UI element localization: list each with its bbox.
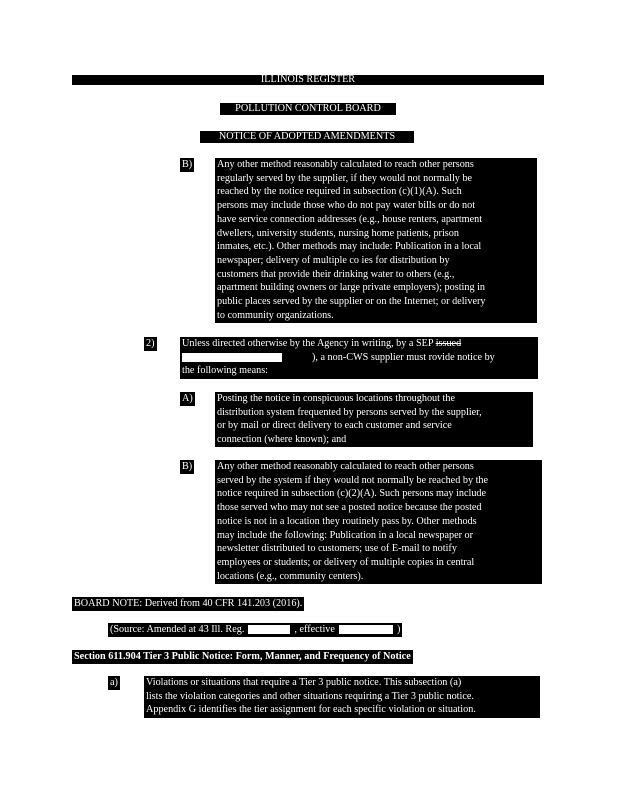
item-2-struck-word: issued <box>435 338 462 349</box>
item-b2-line: may include the following: Publication in a local newspaper or <box>217 529 474 541</box>
item-b1-marker: B) <box>182 159 193 170</box>
item-b1-line: have service connection addresses (e.g., house renters, apartment <box>217 213 483 225</box>
item-a-text <box>144 676 540 718</box>
register-title: ILLINOIS REGISTER <box>260 74 356 85</box>
item-2-line2 <box>182 351 536 365</box>
item-a2-marker: A) <box>182 393 193 404</box>
section-heading: Section 611.904 Tier 3 Public Notice: Form, Manner, and Frequency of Notice <box>74 651 411 662</box>
item-a-marker: a) <box>110 677 118 688</box>
item-b1-line: to community organizations. <box>217 309 334 321</box>
item-b1-line: apartment building owners or large private employers); posting in <box>217 282 486 294</box>
item-a2-text <box>215 392 533 447</box>
item-b2-text <box>215 460 542 584</box>
item-b1-line: dwellers, university students, nursing home patients, prison <box>217 227 459 239</box>
item-a2-line: distribution system frequented by persons served by the supplier, <box>217 406 482 418</box>
item-b2-line: newsletter distributed to customers; use of E-mail to notify <box>217 543 457 555</box>
item-a-line: Violations or situations that require a Tier 3 public notice. This subsection (a) <box>146 677 462 688</box>
board-note: BOARD NOTE: Derived from 40 CFR 141.203 (2016). <box>74 598 303 609</box>
item-b1-text <box>215 158 537 323</box>
item-2-line1 <box>182 337 536 351</box>
item-a2-line: Posting the notice in conspicuous locations throughout the <box>217 393 455 404</box>
source-suffix: ) <box>396 624 401 635</box>
redaction-box <box>339 625 393 634</box>
item-b1-line: customers that provide their drinking water to others (e.g., <box>217 268 455 280</box>
item-2-marker: 2) <box>146 338 155 349</box>
redaction-box <box>248 625 290 634</box>
item-b2-marker: B) <box>182 461 193 472</box>
board-name: POLLUTION CONTROL BOARD <box>220 103 396 115</box>
item-b1-line: inmates, etc.). Other methods may include: Publication in a local <box>217 241 482 253</box>
item-b2-line: notice required in subsection (c)(2)(A). Such persons may include <box>217 488 487 500</box>
item-2-line2-text: ), a non-CWS supplier must rovide notice by <box>312 351 495 363</box>
item-a2-line: connection (where known); and <box>217 434 347 446</box>
notice-title: NOTICE OF ADOPTED AMENDMENTS <box>200 131 414 143</box>
item-2-text <box>180 337 538 379</box>
item-b1-line: reached by the notice required in subsection (c)(1)(A). Such <box>217 186 462 198</box>
item-b2-line: locations (e.g., community centers). <box>217 570 364 582</box>
item-b2-line: those served who may not see a posted notice because the posted <box>217 502 482 514</box>
item-b1-line: persons may include those who do not pay water bills or do not <box>217 200 476 212</box>
source-middle: , effective <box>294 624 335 635</box>
item-2-line1-text: Unless directed otherwise by the Agency in writing, by a SEP <box>182 338 434 349</box>
item-a-line: lists the violation categories and other situations requiring a Tier 3 public notice. <box>146 690 474 702</box>
item-b2-line: notice is not in a location they routinely pass by. Other methods <box>217 515 477 527</box>
item-a-line: Appendix G identifies the tier assignment for each specific violation or situation. <box>146 704 476 716</box>
item-b2-line: Any other method reasonably calculated to reach other persons <box>217 461 474 472</box>
item-b1-line: Any other method reasonably calculated to reach other persons <box>217 159 474 170</box>
item-2-line3: the following means: <box>182 365 269 377</box>
item-a2-line: or by mail or direct delivery to each customer and service <box>217 420 452 432</box>
item-b1-line: newspaper; delivery of multiple co ies for distribution by <box>217 254 450 266</box>
source-prefix: (Source: Amended at 43 Ill. Reg. <box>110 624 245 635</box>
item-b2-line: employees or students; or delivery of multiple copies in central <box>217 556 475 568</box>
source-line <box>108 623 402 637</box>
item-b1-line: public places served by the supplier or on the Internet; or delivery <box>217 296 486 308</box>
item-b2-line: served by the system if they would not normally be reached by the <box>217 474 489 486</box>
redaction-box <box>182 353 282 362</box>
item-b1-line: regularly served by the supplier, if they would not normally be <box>217 172 473 184</box>
